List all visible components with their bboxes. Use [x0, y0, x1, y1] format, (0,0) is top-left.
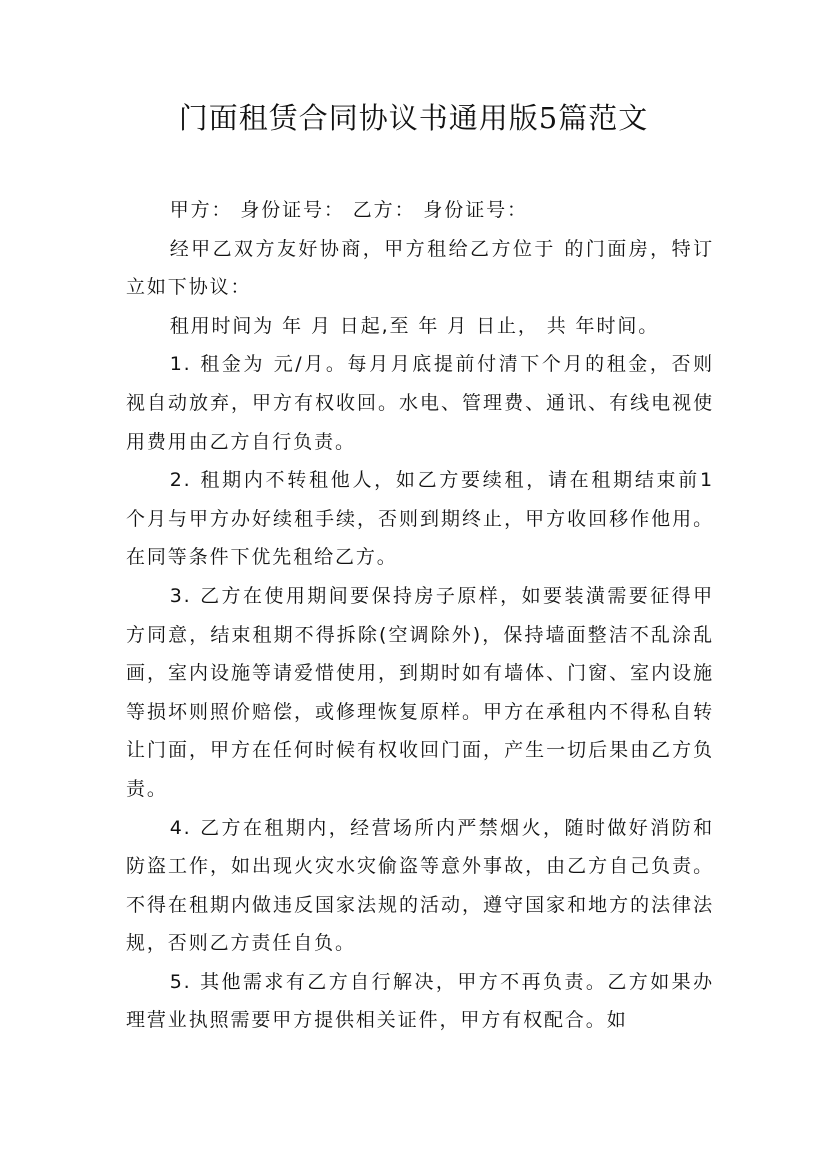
party-info-line: 甲方： 身份证号： 乙方： 身份证号： — [169, 199, 528, 221]
clause-4-safety: 4. 乙方在租期内，经营场所内严禁烟火，随时做好消防和防盗工作，如出现火灾水灾偷盗等意外事故，由乙方自己负责。不得在租期内做违反国家法规的活动，遵守国家和地方的法律法规，否则乙方责任自负。 — [126, 816, 714, 955]
lease-term-paragraph: 租用时间为 年 月 日起,至 年 月 日止， 共 年时间。 — [169, 314, 660, 337]
clause-5-other: 5. 其他需求有乙方自行解决，甲方不再负责。乙方如果办理营业执照需要甲方提供相关证件，甲方有权配合。如 — [126, 970, 714, 1032]
document-title: 门面租赁合同协议书通用版5篇范文 — [178, 101, 649, 135]
clause-2-sublease: 2. 租期内不转租他人，如乙方要续租，请在租期结束前1个月与甲方办好续租手续，否则到期终止，甲方收回移作他用。在同等条件下优先租给乙方。 — [126, 469, 714, 569]
document-body — [126, 191, 714, 1040]
clause-1-rent: 1. 租金为 元/月。每月月底提前付清下个月的租金，否则视自动放弃，甲方有权收回。水电、管理费、通讯、有线电视使用费用由乙方自行负责。 — [126, 353, 714, 453]
clause-3-maintenance: 3. 乙方在使用期间要保持房子原样，如要装潢需要征得甲方同意，结束租期不得拆除(空调除外)，保持墙面整洁不乱涂乱画，室内设施等请爱惜使用，到期时如有墙体、门窗、室内设施等损坏则照价赔偿，或修理恢复原样。甲方在承租内不得私自转让门面，甲方在任何时候有权收回门面，产生一切后果由乙方负责。 — [126, 584, 714, 800]
agreement-intro-paragraph: 经甲乙双方友好协商，甲方租给乙方位于 的门面房，特订立如下协议： — [126, 237, 714, 299]
